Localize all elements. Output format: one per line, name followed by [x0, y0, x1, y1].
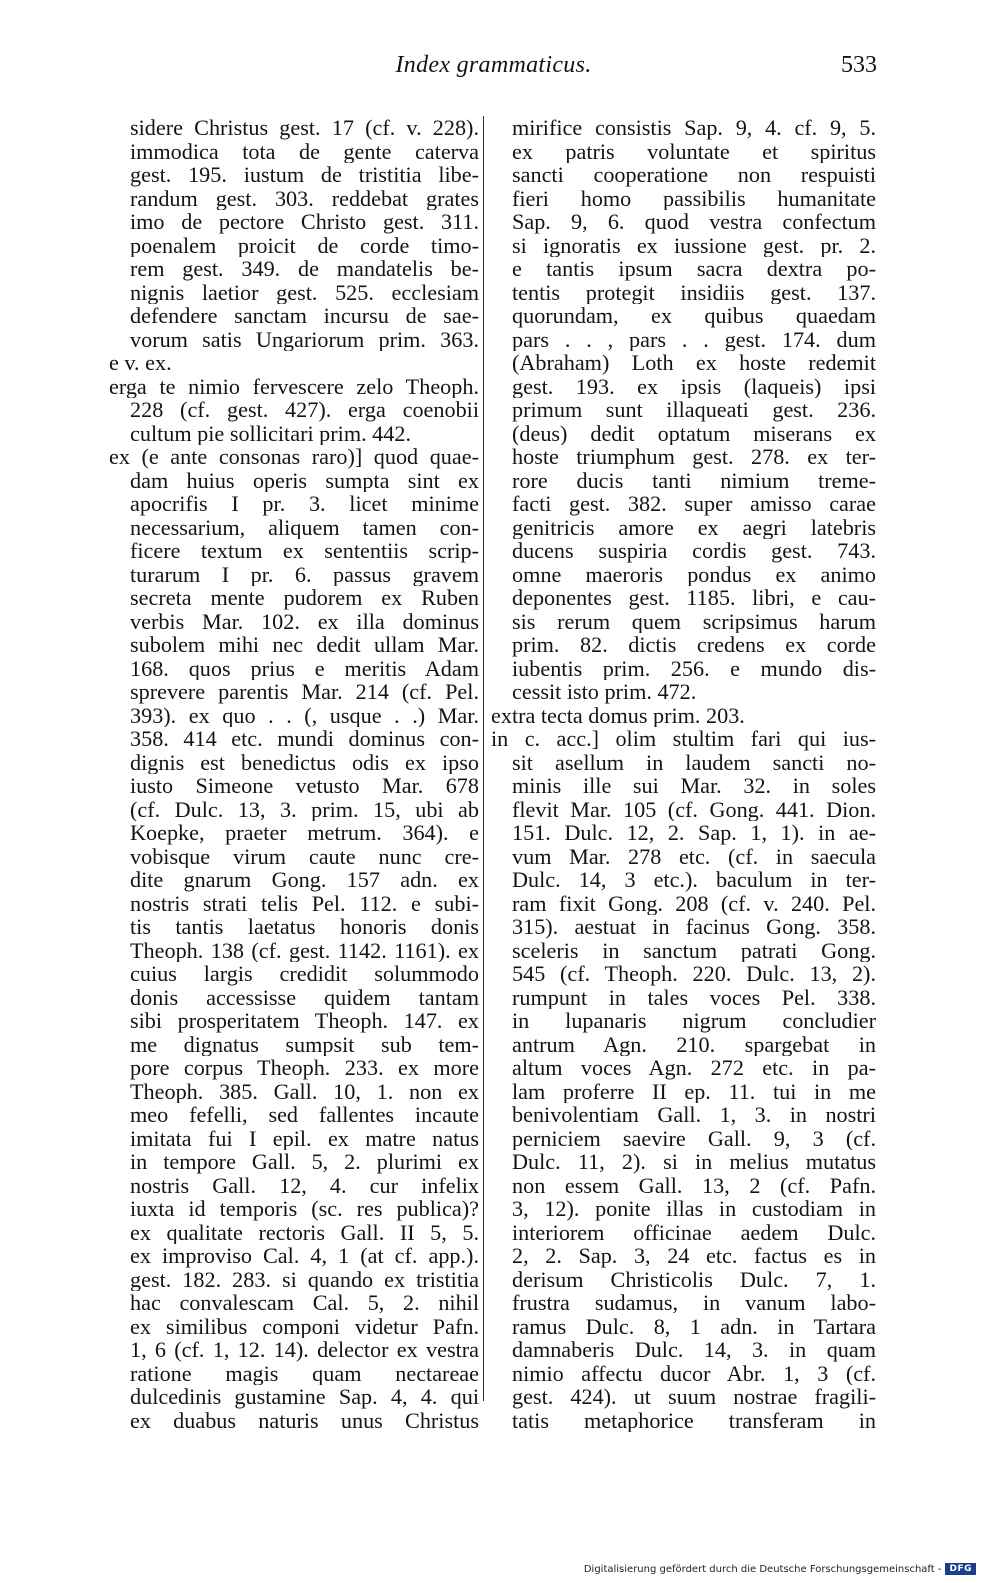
text-line: gest. 195. iustum de tristitia libe-: [130, 163, 479, 187]
text-line: hoste triumphum gest. 278. ex ter-: [512, 445, 876, 469]
text-line: necessarium, aliquem tamen con-: [130, 515, 479, 539]
text-line: non essem Gall. 13, 2 (cf. Pafn.: [512, 1173, 876, 1197]
text-line: ex duabus naturis unus Christus: [130, 1408, 479, 1432]
text-line: extra tecta domus prim. 203.: [491, 703, 745, 727]
digitization-footer: [584, 1563, 976, 1575]
text-line: sit asellum in laudem sancti no-: [512, 750, 876, 774]
text-line: in lupanaris nigrum concludier: [512, 1009, 876, 1033]
text-line: gest. 193. ex ipsis (laqueis) ipsi: [512, 374, 876, 398]
text-line: dulcedinis gustamine Sap. 4, 4. qui: [130, 1385, 479, 1409]
text-line: verbis Mar. 102. ex illa dominus: [130, 609, 479, 633]
text-line: sancti cooperatione non respuisti: [512, 163, 876, 187]
text-line: 151. Dulc. 12, 2. Sap. 1, 1). in ae-: [512, 821, 876, 845]
text-line: erga te nimio fervescere zelo Theoph.: [109, 374, 479, 398]
text-line: 393). ex quo . . (, usque . .) Mar.: [130, 703, 479, 727]
text-line: 545 (cf. Theoph. 220. Dulc. 13, 2).: [512, 962, 876, 986]
text-line: vum Mar. 278 etc. (cf. in saecula: [512, 844, 876, 868]
right-column: [491, 116, 876, 1432]
text-line: randum gest. 303. reddebat grates: [130, 186, 479, 210]
text-line: dite gnarum Gong. 157 adn. ex: [130, 868, 479, 892]
text-line: apocrifis I pr. 3. licet minime: [130, 492, 479, 516]
text-line: rem gest. 349. de mandatelis be-: [130, 257, 479, 281]
text-line: cuius largis credidit solummodo: [130, 962, 479, 986]
text-line: Theoph. 138 (cf. gest. 1142. 1161). ex: [130, 938, 479, 962]
text-line: tis tantis laetatus honoris donis: [130, 915, 479, 939]
text-line: benivolentiam Gall. 1, 3. in nostri: [512, 1103, 876, 1127]
text-line: pore corpus Theoph. 233. ex more: [130, 1056, 479, 1080]
text-line: 168. quos prius e meritis Adam: [130, 656, 479, 680]
text-line: nostris strati telis Pel. 112. e subi-: [130, 891, 479, 915]
text-line: sidere Christus gest. 17 (cf. v. 228).: [130, 116, 479, 140]
text-line: subolem mihi nec dedit ullam Mar.: [130, 633, 479, 657]
text-line: (Abraham) Loth ex hoste redemit: [512, 351, 876, 375]
text-line: altum voces Agn. 272 etc. in pa-: [512, 1056, 876, 1080]
text-line: damnaberis Dulc. 14, 3. in quam: [512, 1338, 876, 1362]
text-line: lam proferre II ep. 11. tui in me: [512, 1079, 876, 1103]
text-line: 315). aestuat in facinus Gong. 358.: [512, 915, 876, 939]
text-line: imo de pectore Christo gest. 311.: [130, 210, 479, 234]
text-line: sprevere parentis Mar. 214 (cf. Pel.: [130, 680, 479, 704]
text-line: cultum pie sollicitari prim. 442.: [130, 421, 411, 445]
text-line: rore ducis tanti nimium treme-: [512, 468, 876, 492]
text-line: imitata fui I epil. ex matre natus: [130, 1126, 479, 1150]
text-line: gest. 424). ut suum nostrae fragili-: [512, 1385, 876, 1409]
text-line: sceleris in sanctum patrati Gong.: [512, 938, 876, 962]
text-line: ficere textum ex sententiis scrip-: [130, 539, 479, 563]
text-line: donis accessisse quidem tantam: [130, 985, 479, 1009]
page-header: [110, 52, 877, 92]
text-line: cessit isto prim. 472.: [512, 680, 697, 704]
footer-credit: Digitalisierung gefördert durch die Deutsche Forschungsgemeinschaft -: [583, 1563, 942, 1575]
text-line: Dulc. 11, 2). si in melius mutatus: [512, 1150, 876, 1174]
text-line: 358. 414 etc. mundi dominus con-: [130, 727, 479, 751]
text-line: ex qualitate rectoris Gall. II 5, 5.: [130, 1220, 479, 1244]
text-line: pars . . , pars . . gest. 174. dum: [512, 327, 876, 351]
text-line: mirifice consistis Sap. 9, 4. cf. 9, 5.: [512, 116, 876, 140]
text-line: ex patris voluntate et spiritus: [512, 139, 876, 163]
text-line: minis ille sui Mar. 32. in soles: [512, 774, 876, 798]
text-line: ram fixit Gong. 208 (cf. v. 240. Pel.: [512, 891, 876, 915]
text-line: quorundam, ex quibus quaedam: [512, 304, 876, 328]
text-line: vorum satis Ungariorum prim. 363.: [130, 327, 479, 351]
text-line: Theoph. 385. Gall. 10, 1. non ex: [130, 1079, 479, 1103]
text-line: facti gest. 382. super amisso carae: [512, 492, 876, 516]
text-line: ex improviso Cal. 4, 1 (at cf. app.).: [130, 1244, 479, 1268]
text-line: Dulc. 14, 3 etc.). baculum in ter-: [512, 868, 876, 892]
column-divider: [483, 116, 484, 1401]
text-line: Koepke, praeter metrum. 364). e: [130, 821, 479, 845]
text-line: flevit Mar. 105 (cf. Gong. 441. Dion.: [512, 797, 876, 821]
text-line: iuxta id temporis (sc. res publica)?: [130, 1197, 479, 1221]
text-line: frustra sudamus, in vanum labo-: [512, 1291, 876, 1315]
text-line: 1, 6 (cf. 1, 12. 14). delector ex vestra: [130, 1338, 479, 1362]
left-column: [109, 116, 479, 1432]
text-line: 228 (cf. gest. 427). erga coenobii: [130, 398, 479, 422]
text-line: vobisque virum caute nunc cre-: [130, 844, 479, 868]
text-line: 2, 2. Sap. 3, 24 etc. factus es in: [512, 1244, 876, 1268]
text-line: sibi prosperitatem Theoph. 147. ex: [130, 1009, 479, 1033]
text-line: genitricis amore ex aegri latebris: [512, 515, 876, 539]
text-line: hac convalescam Cal. 5, 2. nihil: [130, 1291, 479, 1315]
page-number: 533: [841, 52, 877, 78]
text-line: poenalem proicit de corde timo-: [130, 233, 479, 257]
text-line: Sap. 9, 6. quod vestra confectum: [512, 210, 876, 234]
text-line: immodica tota de gente caterva: [130, 139, 479, 163]
text-line: dam huius operis sumpta sint ex: [130, 468, 479, 492]
text-line: e tantis ipsum sacra dextra po-: [512, 257, 876, 281]
text-line: dignis est benedictus odis ex ipso: [130, 750, 479, 774]
text-line: ex (e ante consonas raro)] quod quae-: [109, 445, 479, 469]
text-line: me dignatus sumpsit sub tem-: [130, 1032, 479, 1056]
text-line: iubentis prim. 256. e mundo dis-: [512, 656, 876, 680]
text-line: tatis metaphorice transferam in: [512, 1408, 876, 1432]
text-line: prim. 82. dictis credens ex corde: [512, 633, 876, 657]
text-line: tentis protegit insidiis gest. 137.: [512, 280, 876, 304]
text-line: in c. acc.] olim stultim fari qui ius-: [491, 727, 876, 751]
text-line: primum sunt illaqueati gest. 236.: [512, 398, 876, 422]
text-line: omne maeroris pondus ex animo: [512, 562, 876, 586]
text-line: ex similibus componi videtur Pafn.: [130, 1314, 479, 1338]
text-line: antrum Agn. 210. spargebat in: [512, 1032, 876, 1056]
text-line: rumpunt in tales voces Pel. 338.: [512, 985, 876, 1009]
text-line: ramus Dulc. 8, 1 adn. in Tartara: [512, 1314, 876, 1338]
text-line: (cf. Dulc. 13, 3. prim. 15, ubi ab: [130, 797, 479, 821]
text-line: derisum Christicolis Dulc. 7, 1.: [512, 1267, 876, 1291]
text-line: interiorem officinae aedem Dulc.: [512, 1220, 876, 1244]
text-line: ratione magis quam nectareae: [130, 1361, 479, 1385]
text-line: si ignoratis ex iussione gest. pr. 2.: [512, 233, 876, 257]
text-line: nignis laetior gest. 525. ecclesiam: [130, 280, 479, 304]
text-line: meo fefelli, sed fallentes incaute: [130, 1103, 479, 1127]
text-line: deponentes gest. 1185. libri, e cau-: [512, 586, 876, 610]
text-line: ducens suspiria cordis gest. 743.: [512, 539, 876, 563]
text-line: sis rerum quem scripsimus harum: [512, 609, 876, 633]
text-line: gest. 182. 283. si quando ex tristitia: [130, 1267, 479, 1291]
text-line: defendere sanctam incursu de sae-: [130, 304, 479, 328]
text-line: iusto Simeone vetusto Mar. 678: [130, 774, 479, 798]
text-line: perniciem saevire Gall. 9, 3 (cf.: [512, 1126, 876, 1150]
text-line: in tempore Gall. 5, 2. plurimi ex: [130, 1150, 479, 1174]
text-line: fieri homo passibilis humanitate: [512, 186, 876, 210]
text-line: secreta mente pudorem ex Ruben: [130, 586, 479, 610]
running-title: Index grammaticus.: [395, 52, 592, 78]
text-line: nostris Gall. 12, 4. cur infelix: [130, 1173, 479, 1197]
text-line: nimio affectu ducor Abr. 1, 3 (cf.: [512, 1361, 876, 1385]
text-line: 3, 12). ponite illas in custodiam in: [512, 1197, 876, 1221]
text-line: e v. ex.: [109, 351, 172, 375]
text-line: (deus) dedit optatum miserans ex: [512, 421, 876, 445]
text-line: turarum I pr. 6. passus gravem: [130, 562, 479, 586]
dfg-logo-icon: DFG: [945, 1563, 976, 1575]
